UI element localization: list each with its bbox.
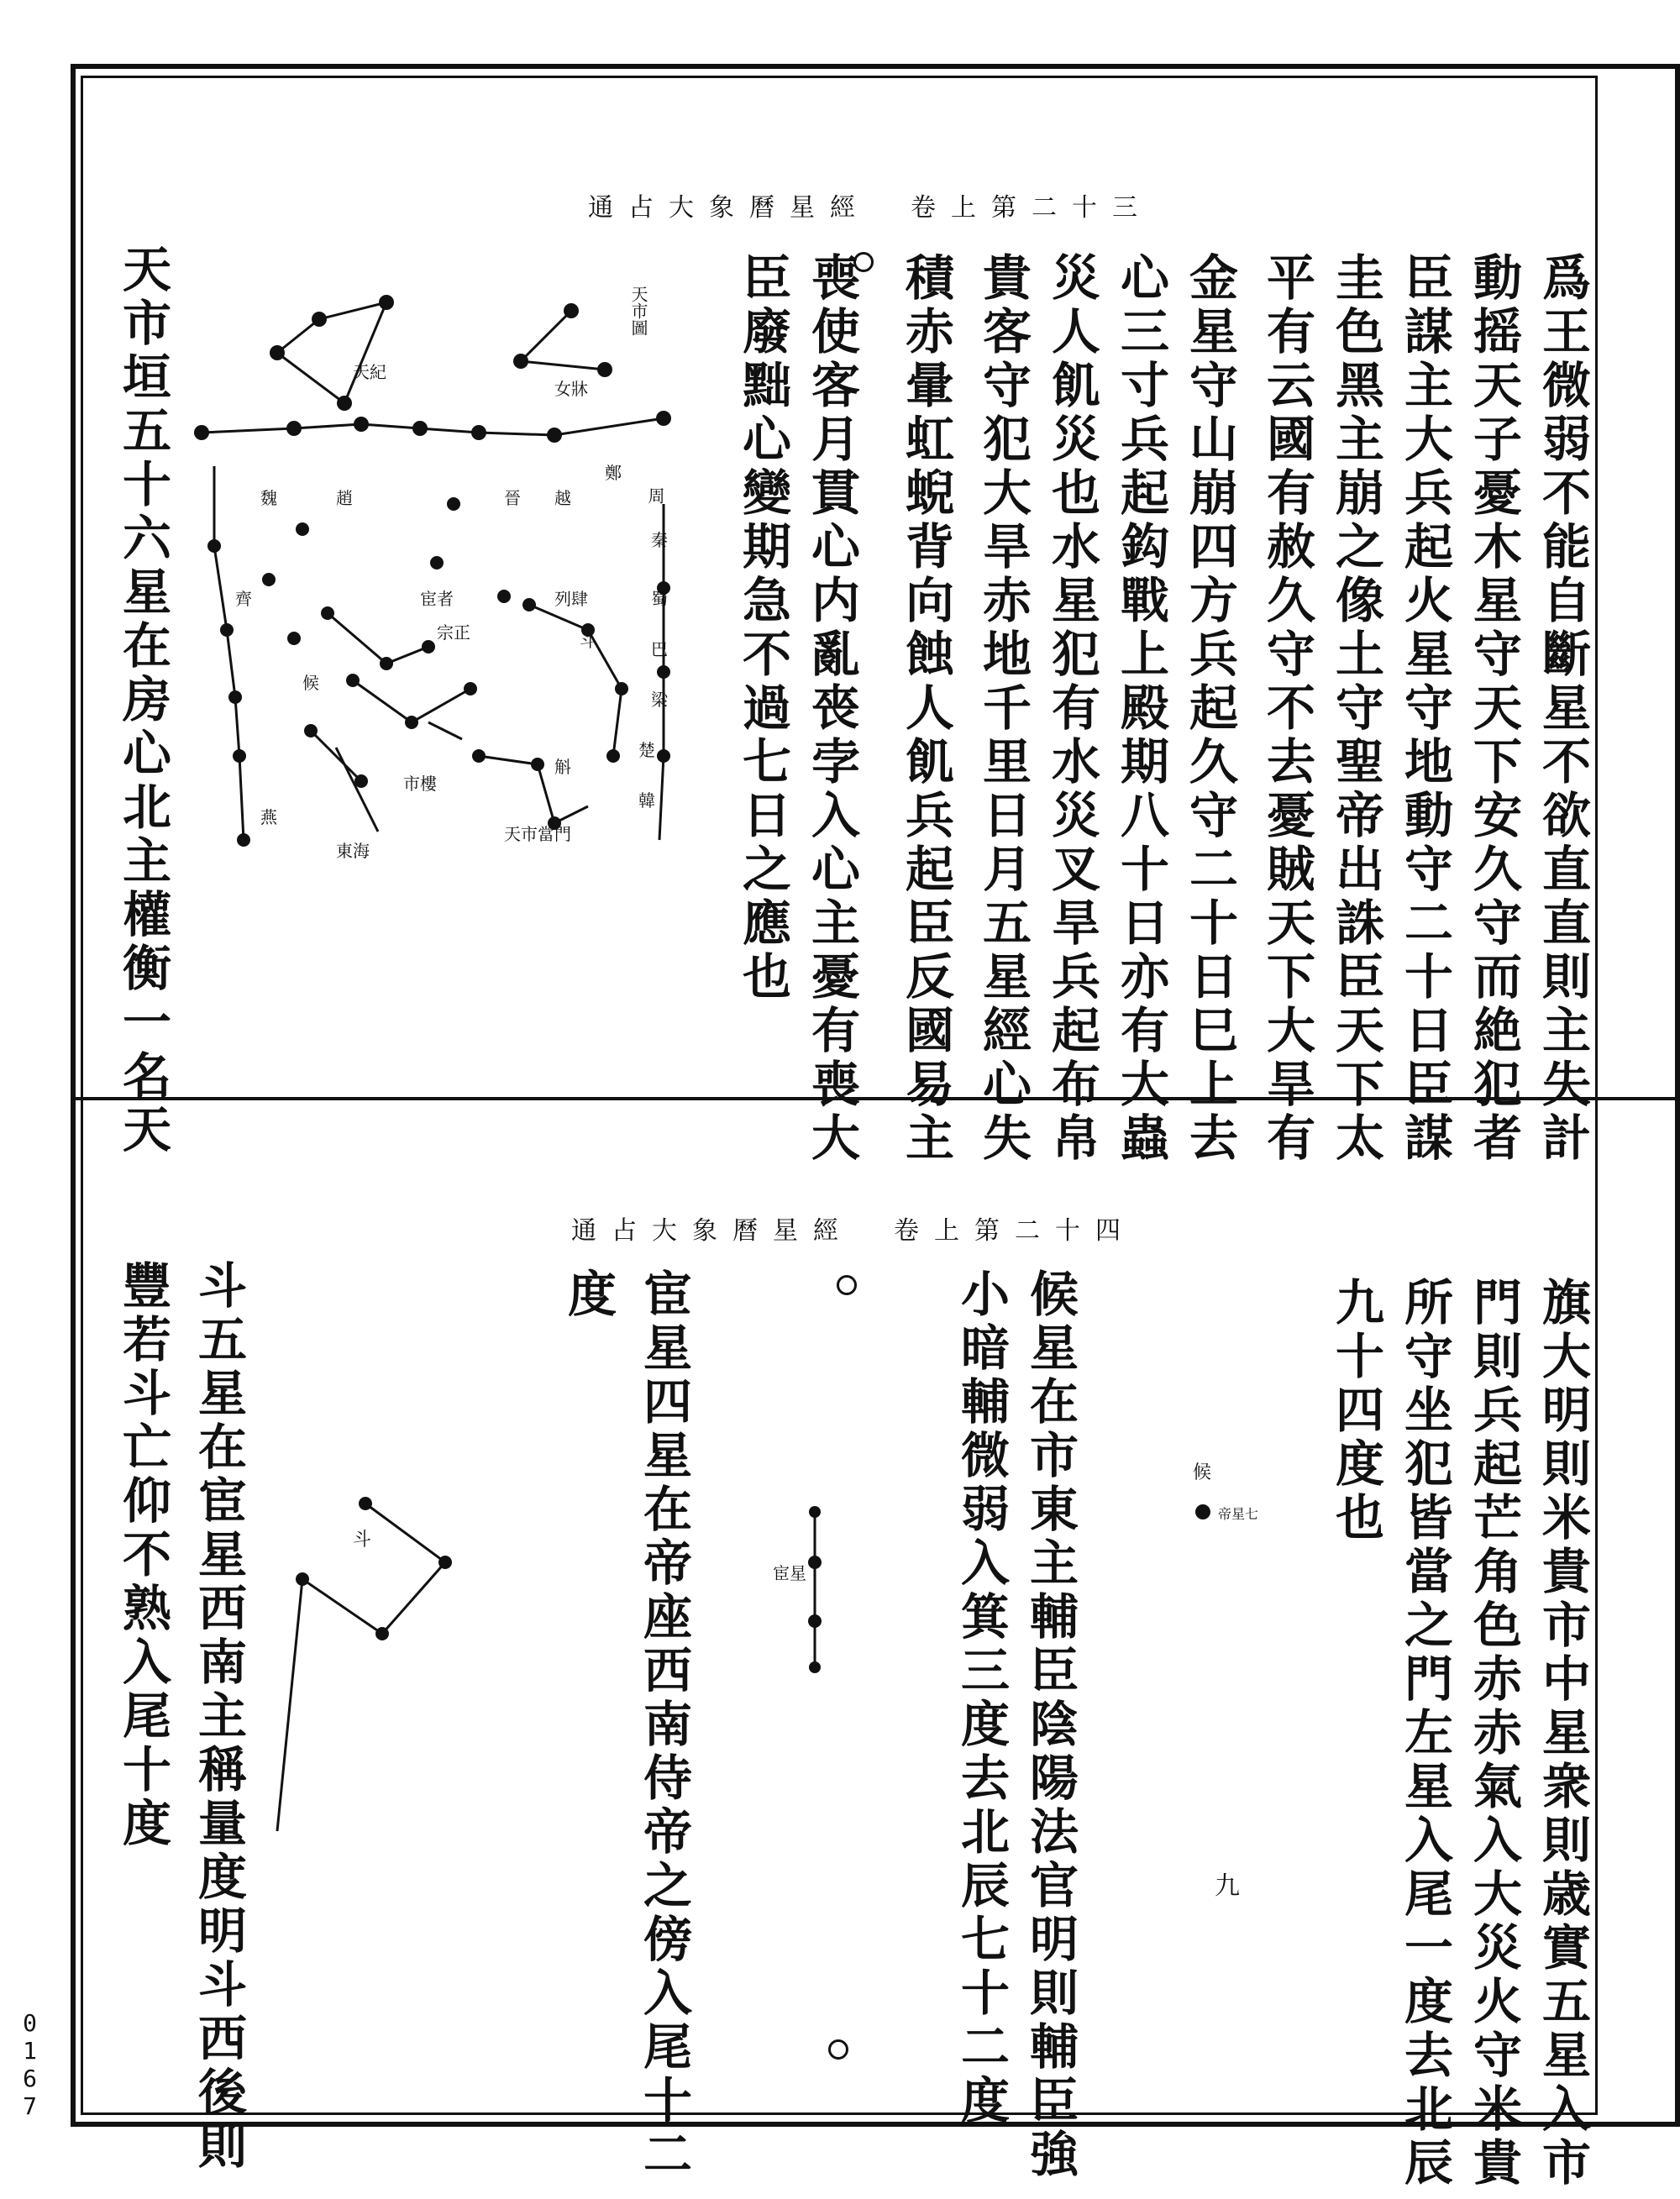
chart-label: 列肆 (554, 589, 588, 609)
circle-marker (853, 252, 874, 272)
text-column: 度 (559, 1268, 617, 1322)
chart-label: 楚 (638, 740, 655, 760)
text-column: 心三寸兵起鈎戰上殿期八十日亦有大蟲 (1112, 252, 1169, 1166)
side-number: 0167 (16, 2009, 44, 2120)
text-column: 天市垣五十六星在房心北主權衡一名天 (114, 244, 171, 1157)
chart-label: 市樓 (403, 774, 437, 794)
text-column: 金星守山崩四方兵起久守二十日巳上去 (1181, 252, 1238, 1166)
chart-label: 天市當門 (504, 824, 571, 844)
chart-label: 秦 (651, 530, 668, 550)
text-column: 所守坐犯皆當之門左星入尾一度去北辰 (1396, 1277, 1453, 2191)
text-column: 斗五星在宦星西南主稱量度明斗西後則 (190, 1260, 247, 2174)
chart-label: 燕 (260, 807, 277, 827)
text-column: 爲王微弱不能自斷星不欲直直則主失計 (1534, 252, 1591, 1166)
chart-label: 候 (302, 673, 319, 693)
text-column: 圭色黑主崩之像土守聖帝出誅臣天下太 (1327, 252, 1384, 1166)
text-column: 門則兵起芒角色赤赤氣入大災火守米貴 (1465, 1277, 1522, 2191)
chart-label: 宗正 (437, 622, 470, 643)
chart-label: 斗 (353, 1530, 372, 1551)
text-column: 平有云國有赦久守不去憂賊天下大旱有 (1258, 252, 1315, 1166)
text-column: 小暗輔微弱入箕三度去北辰七十二度 (953, 1268, 1010, 2128)
chart-label: 齊 (235, 589, 252, 609)
text-column: 豐若斗亡仰不熟入尾十度 (114, 1260, 171, 1851)
chart-label: 東海 (336, 841, 370, 861)
chart-label: 晉 (504, 488, 521, 508)
chart-label: 斗 (580, 631, 596, 651)
text-column: 積赤暈虹蜺背向蝕人飢兵起臣反國易主 (897, 252, 954, 1166)
text-column: 災人飢災也水星犯有水災叉旱兵起布帛 (1043, 252, 1100, 1166)
circle-marker (837, 1275, 857, 1295)
text-column: 臣謀主大兵起火星守地動守二十日臣謀 (1396, 252, 1453, 1166)
text-column: 旗大明則米貴市中星衆則歳實五星入市 (1534, 1277, 1591, 2191)
chart-label: 宦星 (773, 1563, 806, 1583)
text-column: 動摇天子憂木星守天下安久守而絶犯者 (1465, 252, 1522, 1166)
text-column: 臣廢黜心變期急不過七日之應也 (734, 252, 791, 1005)
star-map-dou (269, 1487, 470, 1839)
chart-label: 蜀 (651, 589, 668, 609)
chart-label: 韓 (638, 790, 655, 811)
chart-label: 魏 (260, 488, 277, 508)
chart-label: 梁 (651, 690, 668, 710)
chart-label: 斛 (554, 757, 571, 777)
chart-label: 帝星七 (1218, 1506, 1259, 1522)
circle-marker (828, 2039, 848, 2060)
star-map-huanxing (773, 1487, 857, 1688)
star-map-hou (1168, 1445, 1268, 1546)
chart-label: 女牀 (554, 379, 588, 399)
text-column: 貴客守犯大旱赤地千里日月五星經心失 (974, 252, 1032, 1166)
chart-label: 候 (1193, 1462, 1212, 1483)
bottom-header: 通占大象曆星經 卷上第二十四 (571, 1216, 1136, 1246)
chart-label: 周 (645, 487, 665, 504)
chart-label: 天紀 (353, 362, 386, 382)
text-column: 喪使客月貫心内亂䘮孛入心主憂有喪大 (803, 252, 860, 1166)
text-column: 宦星四星在帝座西南侍帝之傍入尾十二 (635, 1268, 692, 2182)
chart-label: 鄭 (605, 463, 622, 483)
text-column: 九十四度也 (1327, 1277, 1384, 1546)
chart-label: 趙 (336, 488, 353, 508)
top-header: 通占大象曆星經 卷上第二十三 (588, 193, 1152, 223)
text-column: 候星在市東主輔臣陰陽法官明則輔臣強 (1021, 1268, 1079, 2182)
page-number: 九 (1215, 1871, 1240, 1901)
chart-label: 越 (554, 488, 571, 508)
star-map-tianshi (185, 252, 706, 924)
chart-label: 宦者 (420, 589, 454, 609)
chart-label: 天市圖 (628, 286, 648, 336)
chart-label: 巴 (651, 639, 668, 659)
